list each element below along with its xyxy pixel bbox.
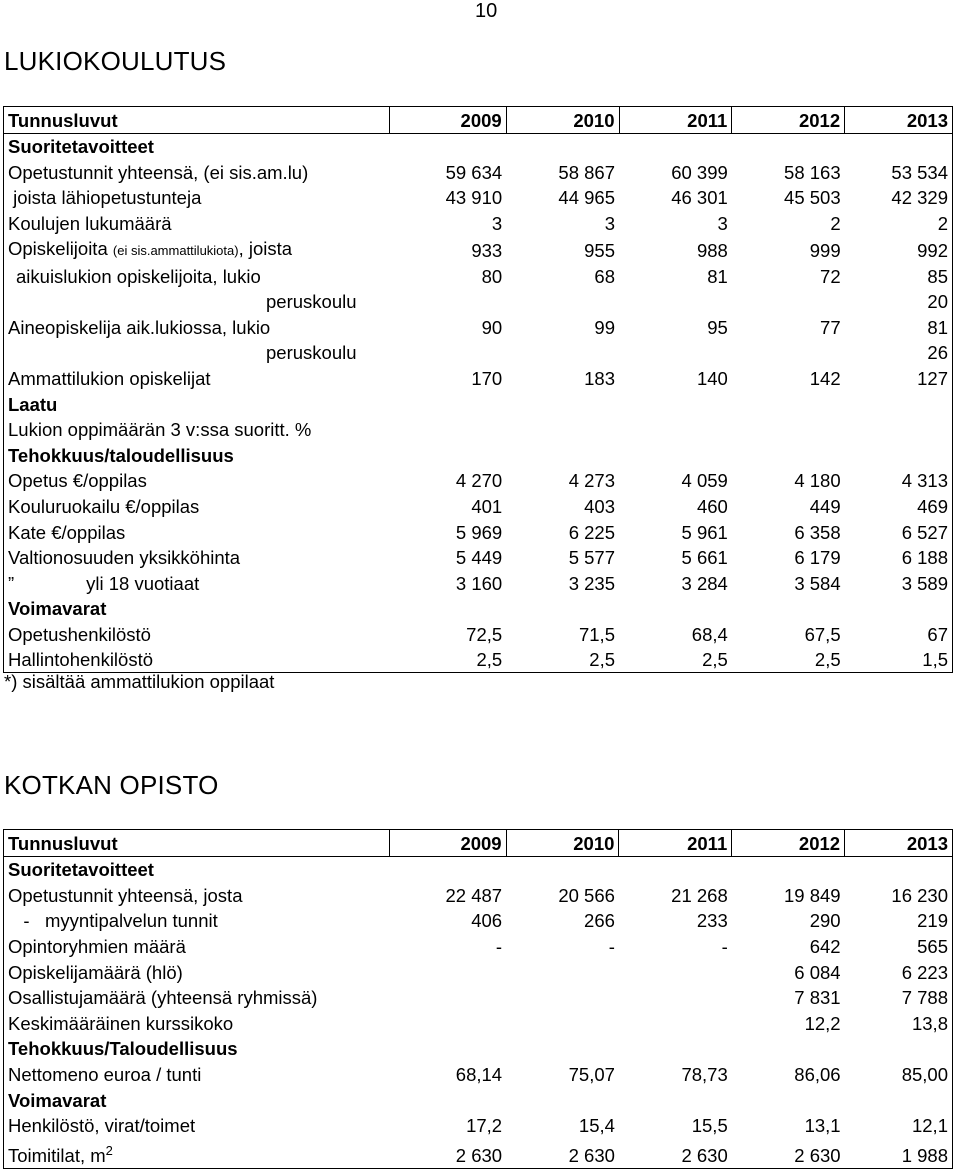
value-cell: 6 527 <box>845 519 953 545</box>
value-cell: 2,5 <box>732 647 845 673</box>
value-cell: 75,07 <box>568 1063 615 1085</box>
row-label <box>4 621 390 647</box>
value-cell: 140 <box>696 367 728 389</box>
table-row <box>4 621 953 647</box>
row-label <box>4 468 390 494</box>
value-cell <box>732 442 845 468</box>
value-cell: 4 273 <box>568 470 615 492</box>
value-cell: 183 <box>584 367 615 389</box>
value-cell <box>732 391 845 417</box>
row-label-text: Lukion oppimäärän 3 v:ssa suoritt. % <box>8 419 312 441</box>
value-cell: 68,4 <box>691 623 728 645</box>
value-cell: 2 630 <box>506 1138 619 1169</box>
header-year: 2011 <box>619 830 732 857</box>
value-cell: 19 849 <box>783 884 841 906</box>
value-cell <box>732 133 845 159</box>
value-cell <box>506 289 619 315</box>
section-title-lukio: LUKIOKOULUTUS <box>4 46 227 76</box>
value-cell: 5 449 <box>455 547 503 569</box>
value-cell: 26 <box>845 340 953 366</box>
section-row <box>4 133 953 159</box>
table-row <box>4 493 953 519</box>
section-row <box>4 1087 953 1113</box>
section-row <box>4 1036 953 1062</box>
value-cell <box>732 1036 845 1062</box>
value-cell: 20 <box>845 289 953 315</box>
value-cell: 642 <box>809 935 841 957</box>
table-row <box>4 210 953 236</box>
value-cell: 1 988 <box>845 1138 953 1169</box>
row-label <box>4 263 390 289</box>
value-cell <box>619 856 732 882</box>
table-row <box>4 647 953 673</box>
value-cell <box>506 1087 619 1113</box>
row-label <box>4 210 390 236</box>
value-cell: 44 965 <box>558 187 615 209</box>
row-label <box>4 1113 390 1139</box>
header-year: 2013 <box>845 830 953 857</box>
value-cell: 71,5 <box>578 623 615 645</box>
row-label <box>4 442 390 468</box>
row-label <box>4 314 390 340</box>
value-cell: 4 180 <box>794 470 841 492</box>
value-cell <box>732 417 845 443</box>
value-cell <box>845 1036 953 1062</box>
table-row <box>4 959 953 985</box>
footnote: *) sisältää ammattilukion oppilaat <box>4 671 275 692</box>
table-row <box>4 882 953 908</box>
value-cell <box>732 1087 845 1113</box>
row-label-text: peruskoulu <box>266 342 357 364</box>
row-label-text: - myyntipalvelun tunnit <box>8 910 218 932</box>
value-cell <box>619 985 732 1011</box>
value-cell: 127 <box>845 365 953 391</box>
value-cell: 60 399 <box>671 161 728 183</box>
row-label-text: Opetushenkilöstö <box>8 623 151 645</box>
row-label-text: Osallistujamäärä (yhteensä ryhmissä) <box>8 987 318 1009</box>
value-cell <box>732 289 845 315</box>
header-year: 2013 <box>845 107 953 134</box>
header-year: 2009 <box>389 107 506 134</box>
row-label-text: Voimavarat <box>8 598 107 620</box>
value-cell <box>389 289 506 315</box>
value-cell: 80 <box>481 265 503 287</box>
value-cell <box>619 289 732 315</box>
value-cell <box>389 1010 506 1036</box>
value-cell: 68 <box>594 265 615 287</box>
row-label-text: Toimitilat, m <box>8 1145 106 1167</box>
row-label <box>4 159 390 185</box>
row-label-text: Ammattilukion opiskelijat <box>8 367 211 389</box>
value-cell: 12,2 <box>804 1012 841 1034</box>
row-label-text: Tehokkuus/taloudellisuus <box>8 444 234 466</box>
value-cell: 7 788 <box>845 985 953 1011</box>
row-label <box>4 570 390 596</box>
row-label <box>4 519 390 545</box>
value-cell: 2,5 <box>619 647 732 673</box>
value-cell: 58 163 <box>784 161 841 183</box>
value-cell: 565 <box>845 933 953 959</box>
table-row <box>4 365 953 391</box>
value-cell: 3 <box>604 212 615 234</box>
table-row <box>4 908 953 934</box>
value-cell: 20 566 <box>558 884 615 906</box>
value-cell: 43 910 <box>445 187 503 209</box>
value-cell: 2,5 <box>389 647 506 673</box>
row-label-text: Opintoryhmien määrä <box>8 935 186 957</box>
value-cell <box>619 340 732 366</box>
row-label-text: Voimavarat <box>8 1089 107 1111</box>
page-number: 10 <box>475 0 498 22</box>
table-row <box>4 933 953 959</box>
row-label-text: Henkilöstö, virat/toimet <box>8 1115 196 1137</box>
row-label-text: Opetustunnit yhteensä, josta <box>8 884 243 906</box>
value-cell: 403 <box>584 495 615 517</box>
value-cell: 12,1 <box>845 1113 953 1139</box>
row-label-text: Suoritetavoitteet <box>8 136 154 158</box>
value-cell: 6 179 <box>794 547 841 569</box>
value-cell: 67,5 <box>804 623 841 645</box>
value-cell: 988 <box>696 239 728 261</box>
value-cell: 6 084 <box>794 961 841 983</box>
table-row <box>4 1138 953 1169</box>
row-label-text: aikuislukion opiskelijoita, lukio <box>16 265 261 287</box>
value-cell: - <box>721 935 728 957</box>
value-cell: 95 <box>707 316 728 338</box>
table-row <box>4 159 953 185</box>
value-cell: 46 301 <box>671 187 728 209</box>
value-cell: 170 <box>471 367 503 389</box>
row-label-text: Tehokkuus/Taloudellisuus <box>8 1038 238 1060</box>
value-cell <box>389 417 506 443</box>
row-label-text: Laatu <box>8 393 58 415</box>
table-row <box>4 263 953 289</box>
table-row <box>4 289 953 315</box>
value-cell: 78,73 <box>681 1063 728 1085</box>
value-cell <box>506 959 619 985</box>
table-row <box>4 545 953 571</box>
value-cell: 401 <box>471 495 503 517</box>
row-label <box>4 596 390 622</box>
row-label <box>4 1061 390 1087</box>
value-cell <box>619 1087 732 1113</box>
value-cell: 6 188 <box>845 545 953 571</box>
value-cell <box>506 596 619 622</box>
value-cell: 59 634 <box>445 161 503 183</box>
value-cell <box>506 1036 619 1062</box>
value-cell <box>845 596 953 622</box>
row-label-text: peruskoulu <box>266 291 357 313</box>
row-label-text: joista lähiopetustunteja <box>8 187 202 209</box>
value-cell <box>389 985 506 1011</box>
row-label-superscript: 2 <box>105 1143 113 1159</box>
row-label <box>4 985 390 1011</box>
value-cell <box>845 1087 953 1113</box>
table-header-row <box>4 830 953 857</box>
row-label <box>4 647 390 673</box>
header-year: 2012 <box>732 107 845 134</box>
row-label <box>4 545 390 571</box>
value-cell: 5 577 <box>568 547 615 569</box>
value-cell <box>506 1010 619 1036</box>
value-cell: - <box>608 935 615 957</box>
row-label <box>4 365 390 391</box>
value-cell: 16 230 <box>845 882 953 908</box>
row-label <box>4 417 390 443</box>
value-cell: 81 <box>845 314 953 340</box>
value-cell: 266 <box>584 910 615 932</box>
value-cell: 3 <box>717 212 728 234</box>
value-cell: 460 <box>696 495 728 517</box>
value-cell <box>389 340 506 366</box>
value-cell: 21 268 <box>671 884 728 906</box>
row-label <box>4 1036 390 1062</box>
row-label-text: Valtionosuuden yksikköhinta <box>8 547 241 569</box>
table-row <box>4 1113 953 1139</box>
table-row <box>4 314 953 340</box>
row-label-text: Opetus €/oppilas <box>8 470 147 492</box>
row-label <box>4 959 390 985</box>
value-cell: 81 <box>707 265 728 287</box>
value-cell: 15,5 <box>691 1115 728 1137</box>
value-cell: 933 <box>471 239 503 261</box>
value-cell: 4 313 <box>845 468 953 494</box>
value-cell: 6 223 <box>845 959 953 985</box>
value-cell <box>619 1036 732 1062</box>
value-cell <box>506 417 619 443</box>
value-cell: 99 <box>594 316 615 338</box>
row-label-text: Hallintohenkilöstö <box>8 649 154 671</box>
value-cell <box>732 856 845 882</box>
value-cell: - <box>495 935 503 957</box>
value-cell: 45 503 <box>784 187 841 209</box>
table-row <box>4 468 953 494</box>
value-cell: 3 584 <box>794 572 841 594</box>
row-label-text: Koulujen lukumäärä <box>8 212 172 234</box>
value-cell: 7 831 <box>794 987 841 1009</box>
value-cell: 4 059 <box>681 470 728 492</box>
row-label <box>4 882 390 908</box>
value-cell <box>732 340 845 366</box>
header-year: 2010 <box>506 107 619 134</box>
value-cell: 3 <box>491 212 503 234</box>
row-label <box>4 908 390 934</box>
value-cell <box>619 1010 732 1036</box>
value-cell <box>389 1087 506 1113</box>
value-cell <box>845 856 953 882</box>
value-cell: 1,5 <box>845 647 953 673</box>
value-cell: 3 235 <box>568 572 615 594</box>
value-cell: 86,06 <box>794 1063 841 1085</box>
row-label-text: Opetustunnit yhteensä, (ei sis.am.lu) <box>8 161 309 183</box>
value-cell: 406 <box>471 910 503 932</box>
value-cell: 77 <box>820 316 841 338</box>
row-label-text: Keskimääräinen kurssikoko <box>8 1012 234 1034</box>
table-row <box>4 417 953 443</box>
value-cell: 4 270 <box>455 470 503 492</box>
value-cell: 68,14 <box>455 1063 503 1085</box>
value-cell: 992 <box>845 236 953 263</box>
table-row <box>4 985 953 1011</box>
table-row <box>4 519 953 545</box>
value-cell: 290 <box>809 910 841 932</box>
value-cell <box>506 985 619 1011</box>
section-row <box>4 442 953 468</box>
row-label-text: Kouluruokailu €/oppilas <box>8 495 200 517</box>
row-label-text: Opiskelijoita <box>8 237 108 259</box>
header-label: Tunnusluvut <box>4 830 390 857</box>
row-label-text: Nettomeno euroa / tunti <box>8 1063 202 1085</box>
value-cell <box>845 442 953 468</box>
value-cell <box>619 959 732 985</box>
value-cell: 53 534 <box>845 159 953 185</box>
value-cell: 5 661 <box>681 547 728 569</box>
header-label: Tunnusluvut <box>4 107 390 134</box>
section-row <box>4 391 953 417</box>
value-cell: 2 630 <box>732 1138 845 1169</box>
value-cell: 2,5 <box>506 647 619 673</box>
value-cell: 22 487 <box>445 884 503 906</box>
row-label <box>4 236 390 263</box>
value-cell: 15,4 <box>578 1115 615 1137</box>
row-label-text: Opiskelijamäärä (hlö) <box>8 961 183 983</box>
opisto-table <box>3 829 953 1169</box>
value-cell <box>506 856 619 882</box>
header-year: 2011 <box>619 107 732 134</box>
value-cell: 2 630 <box>619 1138 732 1169</box>
value-cell: 5 961 <box>681 521 728 543</box>
row-label <box>4 391 390 417</box>
table-row <box>4 340 953 366</box>
row-label <box>4 933 390 959</box>
row-label <box>4 1138 390 1169</box>
value-cell: 2 <box>830 212 841 234</box>
value-cell <box>732 596 845 622</box>
row-label <box>4 856 390 882</box>
value-cell <box>506 133 619 159</box>
value-cell: 219 <box>845 908 953 934</box>
section-row <box>4 856 953 882</box>
value-cell: 72,5 <box>466 623 503 645</box>
header-year: 2009 <box>389 830 506 857</box>
table-row <box>4 1061 953 1087</box>
value-cell: 3 589 <box>845 570 953 596</box>
row-label <box>4 289 390 315</box>
value-cell: 3 160 <box>455 572 503 594</box>
value-cell <box>389 596 506 622</box>
value-cell <box>619 442 732 468</box>
value-cell <box>845 417 953 443</box>
value-cell: 955 <box>584 239 615 261</box>
value-cell <box>506 442 619 468</box>
value-cell: 85 <box>845 263 953 289</box>
row-label <box>4 185 390 211</box>
value-cell <box>389 1036 506 1062</box>
header-year: 2010 <box>506 830 619 857</box>
value-cell: 67 <box>845 621 953 647</box>
value-cell <box>619 417 732 443</box>
value-cell: 999 <box>809 239 841 261</box>
section-title-opisto: KOTKAN OPISTO <box>4 770 219 800</box>
section-row <box>4 596 953 622</box>
value-cell: 5 969 <box>455 521 503 543</box>
row-label <box>4 493 390 519</box>
value-cell <box>619 391 732 417</box>
row-label <box>4 340 390 366</box>
value-cell <box>619 596 732 622</box>
row-label <box>4 1010 390 1036</box>
value-cell: 13,8 <box>845 1010 953 1036</box>
row-label-tail: , joista <box>238 237 293 259</box>
value-cell: 42 329 <box>845 185 953 211</box>
table-row <box>4 236 953 263</box>
value-cell <box>619 133 732 159</box>
row-label <box>4 133 390 159</box>
row-label-note: (ei sis.ammattilukiota) <box>112 242 239 258</box>
value-cell <box>389 391 506 417</box>
value-cell: 90 <box>481 316 503 338</box>
table-row <box>4 570 953 596</box>
value-cell <box>389 442 506 468</box>
table-row <box>4 185 953 211</box>
value-cell: 58 867 <box>558 161 615 183</box>
row-label-text: Kate €/oppilas <box>8 521 126 543</box>
value-cell <box>845 391 953 417</box>
value-cell <box>389 959 506 985</box>
value-cell <box>506 340 619 366</box>
value-cell <box>389 856 506 882</box>
row-label-text: Suoritetavoitteet <box>8 859 154 881</box>
value-cell: 3 284 <box>681 572 728 594</box>
value-cell: 469 <box>845 493 953 519</box>
table-header-row <box>4 107 953 134</box>
value-cell: 142 <box>809 367 841 389</box>
value-cell: 85,00 <box>845 1061 953 1087</box>
value-cell <box>845 133 953 159</box>
value-cell: 72 <box>820 265 841 287</box>
value-cell: 449 <box>809 495 841 517</box>
lukio-table <box>3 106 953 673</box>
value-cell: 2 <box>845 210 953 236</box>
row-label-text: Aineopiskelija aik.lukiossa, lukio <box>8 316 271 338</box>
table-row <box>4 1010 953 1036</box>
value-cell: 2 630 <box>389 1138 506 1169</box>
value-cell: 233 <box>696 910 728 932</box>
row-label-text: ” yli 18 vuotiaat <box>8 572 200 594</box>
value-cell <box>506 391 619 417</box>
value-cell: 17,2 <box>466 1115 503 1137</box>
row-label <box>4 1087 390 1113</box>
value-cell: 6 358 <box>794 521 841 543</box>
value-cell <box>389 133 506 159</box>
value-cell: 13,1 <box>804 1115 841 1137</box>
header-year: 2012 <box>732 830 845 857</box>
value-cell: 6 225 <box>568 521 615 543</box>
